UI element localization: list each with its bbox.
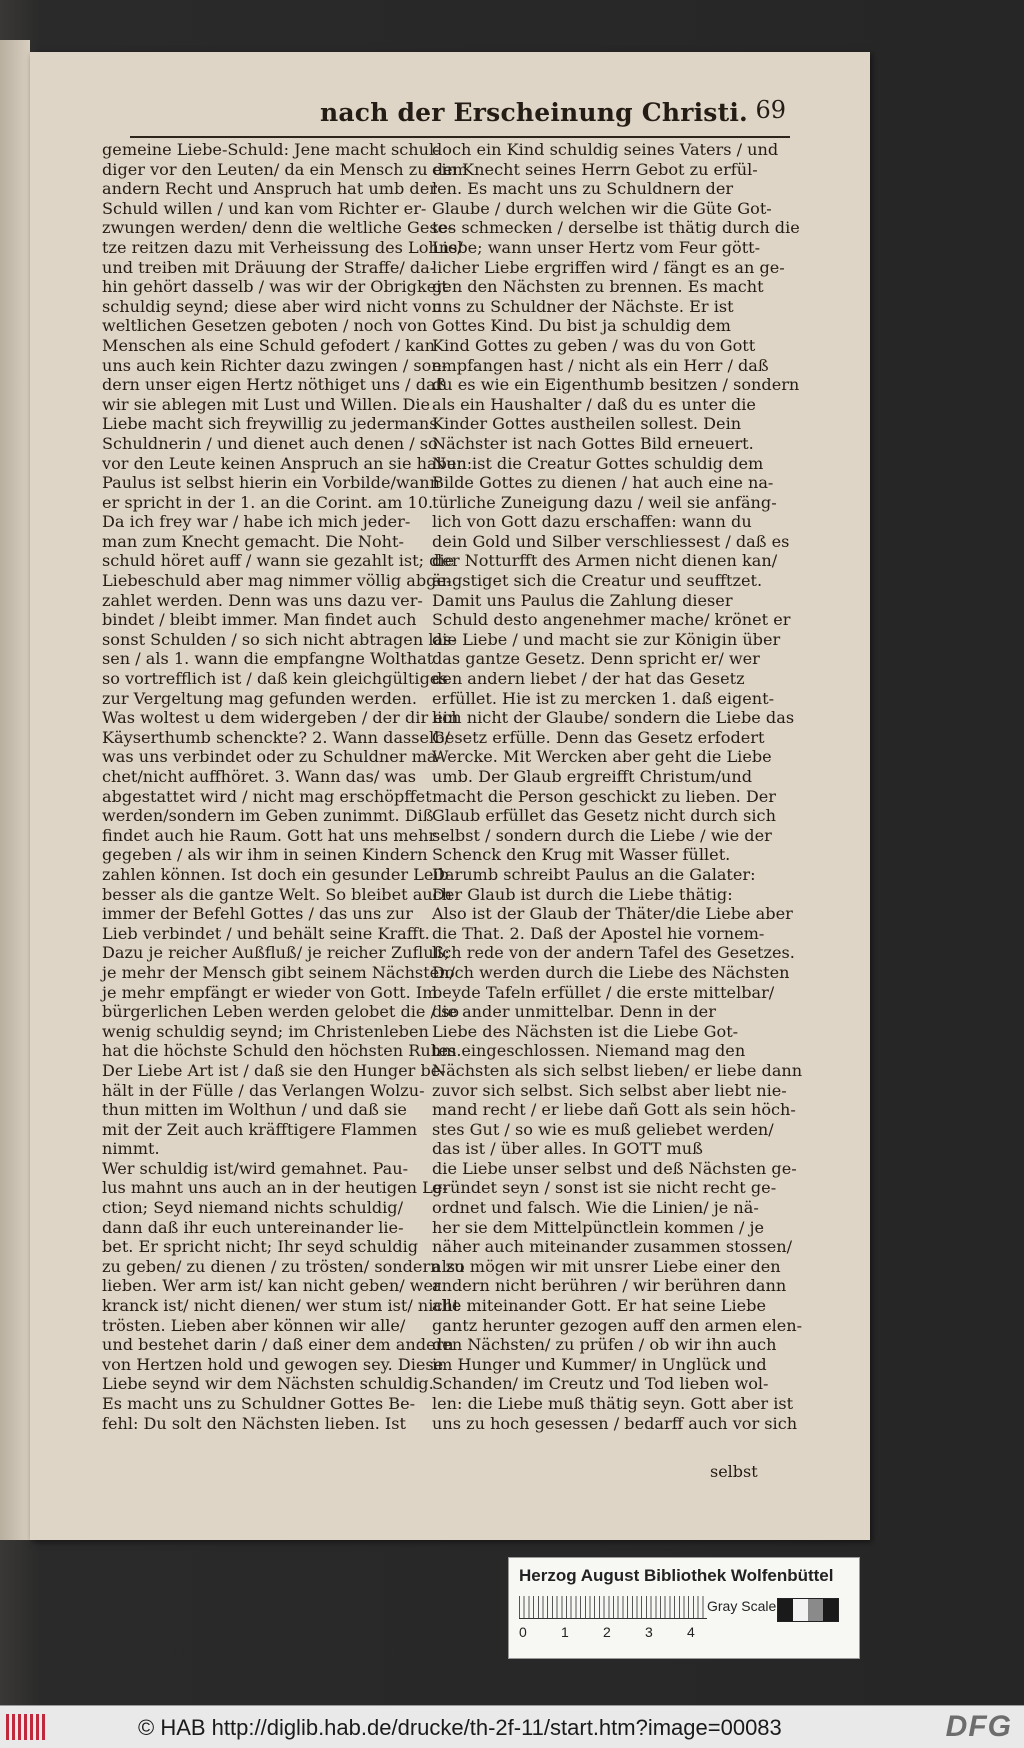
gray-scale-label: Gray Scale bbox=[707, 1598, 777, 1614]
color-calibration-card bbox=[508, 1557, 860, 1659]
text-line: das gantze Gesetz. Denn spricht er/ wer bbox=[432, 649, 760, 669]
text-line: Schuld willen / und kan vom Richter er- bbox=[102, 198, 427, 218]
text-line: zuvor sich selbst. Sich selbst aber liebt nie- bbox=[432, 1080, 787, 1100]
dfg-logo: DFG bbox=[945, 1710, 1012, 1743]
text-line: schuldig seynd; diese aber wird nicht von bbox=[102, 296, 442, 316]
text-line: Wercke. Mit Wercken aber geht die Liebe bbox=[432, 747, 772, 767]
text-line: im Hunger und Kummer/ in Unglück und bbox=[432, 1354, 767, 1374]
text-line: man zum Knecht gemacht. Die Noht- bbox=[102, 531, 404, 551]
text-line: gründet seyn / sonst ist sie nicht recht ge- bbox=[432, 1178, 777, 1198]
gray-swatch bbox=[808, 1599, 823, 1621]
text-line: Kind Gottes zu geben / was du von Gott bbox=[432, 335, 756, 355]
text-line: den Nächsten/ zu prüfen / ob wir ihn auch bbox=[432, 1335, 777, 1355]
text-line: gen den Nächsten zu brennen. Es macht bbox=[432, 277, 764, 297]
text-line: sonst Schulden / so sich nicht abtragen las- bbox=[102, 629, 457, 649]
text-line: Da ich frey war / habe ich mich jeder- bbox=[102, 512, 411, 532]
text-line: wir sie ablegen mit Lust und Willen. Die bbox=[102, 394, 431, 414]
right-text-column bbox=[432, 140, 803, 1433]
text-line: zwungen werden/ denn die weltliche Gese- bbox=[102, 218, 453, 238]
text-line: macht die Person geschickt zu lieben. Der bbox=[432, 786, 776, 806]
gray-scale-swatches bbox=[777, 1598, 839, 1622]
text-line: zahlen können. Ist doch ein gesunder Leib bbox=[102, 864, 449, 884]
text-line: den andern liebet / der hat das Gesetz bbox=[432, 669, 745, 689]
text-line: ordnet und falsch. Wie die Linien/ je nä- bbox=[432, 1198, 759, 1218]
running-title: nach der Erscheinung Christi. bbox=[320, 98, 748, 127]
text-line: umb. Der Glaub ergreifft Christum/und bbox=[432, 767, 753, 786]
text-line: gantz herunter gezogen auff den armen elen- bbox=[432, 1315, 803, 1335]
text-line: Gottes Kind. Du bist ja schuldig dem bbox=[432, 316, 731, 336]
text-line: Nächster ist nach Gottes Bild erneuert. bbox=[432, 433, 754, 453]
ruler-tick: 2 bbox=[603, 1624, 611, 1640]
text-line: zu geben/ zu dienen / zu trösten/ sondern zu bbox=[102, 1256, 465, 1276]
text-line: so vortrefflich ist / daß kein gleichgültiges bbox=[102, 669, 448, 689]
text-line: Glaube / durch welchen wir die Güte Got- bbox=[432, 198, 772, 218]
text-line: tze reitzen dazu mit Verheissung des Lohns/ bbox=[102, 237, 463, 257]
text-line: Liebeschuld aber mag nimmer völlig abge- bbox=[102, 571, 452, 591]
text-line: dein Gold und Silber verschliessest / daß es bbox=[432, 531, 790, 551]
text-line: die Liebe / und macht sie zur Königin über bbox=[432, 629, 781, 649]
text-line: Schenck den Krug mit Wasser füllet. bbox=[432, 845, 731, 865]
text-line: Doch werden durch die Liebe des Nächsten bbox=[432, 962, 790, 982]
text-line: Liebe des Nächsten ist die Liebe Got- bbox=[432, 1021, 739, 1041]
left-text-column bbox=[102, 140, 473, 1433]
text-line: Glaub erfüllet das Gesetz nicht durch sich bbox=[432, 806, 776, 826]
text-line: besser als die gantze Welt. So bleibet auch bbox=[102, 884, 453, 904]
gray-swatch bbox=[778, 1599, 793, 1621]
text-line: türliche Zuneigung dazu / weil sie anfäng- bbox=[432, 492, 777, 512]
text-line: len. Es macht uns zu Schuldnern der bbox=[432, 179, 734, 199]
ruler-tick: 1 bbox=[561, 1624, 569, 1640]
text-line: trösten. Lieben aber können wir alle/ bbox=[102, 1315, 406, 1335]
text-line: sen / als 1. wann die empfangne Wolthat bbox=[102, 649, 434, 669]
text-line: Nun ist die Creatur Gottes schuldig dem bbox=[432, 453, 764, 473]
text-line: mand recht / er liebe dañ Gott als sein höch- bbox=[432, 1100, 796, 1120]
text-line: selbst / sondern durch die Liebe / wie der bbox=[432, 825, 772, 845]
text-line: Kinder Gottes austheilen sollest. Dein bbox=[432, 414, 742, 434]
text-line: Der Liebe Art ist / daß sie den Hunger be- bbox=[102, 1060, 446, 1080]
text-line: schuld höret auff / wann sie gezahlt ist; die bbox=[102, 551, 455, 571]
text-line: Schuld desto angenehmer mache/ krönet er bbox=[432, 610, 791, 630]
text-line: beyde Tafeln erfüllet / die erste mittelbar/ bbox=[432, 982, 775, 1002]
text-line: tes eingeschlossen. Niemand mag den bbox=[432, 1041, 746, 1061]
text-line: uns zu Schuldner der Nächste. Er ist bbox=[432, 296, 734, 316]
text-line: Was woltest u dem widergeben / der dir ein bbox=[102, 708, 459, 728]
text-line: mit der Zeit auch kräfftigere Flammen bbox=[102, 1119, 418, 1139]
text-line: hat die höchste Schuld den höchsten Ruhm. bbox=[102, 1041, 462, 1061]
text-line: bindet / bleibt immer. Man findet auch bbox=[102, 610, 417, 630]
text-line: lich rede von der andern Tafel des Gesetzes. bbox=[432, 943, 795, 963]
text-line: Der Glaub ist durch die Liebe thätig: bbox=[432, 884, 733, 904]
text-line: Paulus ist selbst hierin ein Vorbilde/wann bbox=[102, 473, 440, 493]
text-line: werden/sondern im Geben zunimmt. Diß bbox=[102, 806, 434, 826]
text-line: Dazu je reicher Außfluß/ je reicher Zufluß; bbox=[102, 943, 450, 963]
text-line: alle miteinander Gott. Er hat seine Liebe bbox=[432, 1296, 766, 1316]
text-line: lieben. Wer arm ist/ kan nicht geben/ wer bbox=[102, 1276, 441, 1296]
text-line: kranck ist/ nicht dienen/ wer stum ist/ nicht bbox=[102, 1296, 460, 1316]
text-line: uns zu hoch gesessen / bedarff auch vor sich bbox=[432, 1413, 798, 1433]
ruler-tick: 3 bbox=[645, 1624, 653, 1640]
text-line: weltlichen Gesetzen geboten / noch von bbox=[102, 316, 428, 336]
text-line: und bestehet darin / daß einer dem andern bbox=[102, 1335, 454, 1355]
text-line: stes Gut / so wie es muß geliebet werden/ bbox=[432, 1119, 774, 1139]
text-line: abgestattet wird / nicht mag erschöpffet bbox=[102, 786, 432, 806]
text-line: dann daß ihr euch untereinander lie- bbox=[102, 1217, 404, 1237]
text-line: andern nicht berühren / wir berühren dann bbox=[432, 1276, 787, 1296]
text-line: Also ist der Glaub der Thäter/die Liebe aber bbox=[432, 904, 793, 924]
scale-ruler bbox=[519, 1596, 707, 1619]
text-line: bürgerlichen Leben werden gelobet die / so bbox=[102, 1002, 460, 1022]
text-line: chet/nicht auffhöret. 3. Wann das/ was bbox=[102, 767, 417, 786]
text-line: näher auch miteinander zusammen stossen/ bbox=[432, 1237, 793, 1257]
text-line: lich nicht der Glaube/ sondern die Liebe das bbox=[432, 708, 795, 728]
text-line: doch ein Kind schuldig seines Vaters / und bbox=[432, 140, 779, 159]
text-line: vor den Leute keinen Anspruch an sie haben: bbox=[102, 453, 473, 473]
text-line: andern Recht und Anspruch hat umb der bbox=[102, 179, 437, 199]
text-line: der Notturfft des Armen nicht dienen kan/ bbox=[432, 551, 778, 571]
text-line: du es wie ein Eigenthumb besitzen / sondern bbox=[432, 375, 800, 395]
text-line: gemeine Liebe-Schuld: Jene macht schul- bbox=[102, 140, 440, 159]
text-line: Käyserthumb schenckte? 2. Wann dasselb/ bbox=[102, 727, 450, 747]
text-line: die ander unmittelbar. Denn in der bbox=[432, 1002, 716, 1022]
text-line: Schuldnerin / und dienet auch denen / so bbox=[102, 433, 438, 453]
text-line: je mehr der Mensch gibt seinem Nächsten/ bbox=[102, 962, 455, 982]
page-header bbox=[130, 96, 790, 138]
text-line: hin gehört dasselb / was wir der Obrigkeit bbox=[102, 277, 448, 297]
text-line: je mehr empfängt er wieder von Gott. Im bbox=[102, 982, 438, 1002]
text-line: Menschen als eine Schuld gefodert / kan bbox=[102, 335, 435, 355]
book-page bbox=[30, 52, 870, 1540]
ruler-tick: 4 bbox=[687, 1624, 695, 1640]
text-line: Damit uns Paulus die Zahlung dieser bbox=[432, 590, 733, 610]
text-line: Gesetz erfülle. Denn das Gesetz erfodert bbox=[432, 727, 765, 747]
text-line: die Liebe unser selbst und deß Nächsten ge- bbox=[432, 1158, 797, 1178]
text-line: bet. Er spricht nicht; Ihr seyd schuldig bbox=[102, 1237, 419, 1257]
text-line: die That. 2. Daß der Apostel hie vornem- bbox=[432, 923, 765, 943]
text-line: also mögen wir mit unsrer Liebe einer den bbox=[432, 1256, 781, 1276]
text-line: Schanden/ im Creutz und Tod lieben wol- bbox=[432, 1374, 769, 1394]
text-line: wenig schuldig seynd; im Christenleben bbox=[102, 1021, 429, 1041]
text-line: fehl: Du solt den Nächsten lieben. Ist bbox=[102, 1413, 407, 1433]
text-line: lus mahnt uns auch an in der heutigen Le- bbox=[102, 1178, 448, 1198]
gray-swatch bbox=[793, 1599, 808, 1621]
previous-page-edge bbox=[0, 40, 30, 1540]
text-line: gegeben / als wir ihm in seinen Kindern bbox=[102, 845, 428, 865]
text-line: dern unser eigen Hertz nöthiget uns / daß bbox=[102, 375, 447, 395]
text-line: empfangen hast / nicht als ein Herr / daß bbox=[432, 355, 769, 375]
text-line: was uns verbindet oder zu Schuldner ma- bbox=[102, 747, 442, 767]
text-line: thun mitten im Wolthun / und daß sie bbox=[102, 1100, 407, 1120]
text-line: hält in der Fülle / das Verlangen Wolzu- bbox=[102, 1080, 425, 1100]
text-line: Liebe seynd wir dem Nächsten schuldig. bbox=[102, 1374, 434, 1394]
text-line: diger vor den Leuten/ da ein Mensch zu dem bbox=[102, 159, 468, 179]
text-line: licher Liebe ergriffen wird / fängt es an ge- bbox=[432, 257, 785, 277]
text-line: findet auch hie Raum. Gott hat uns mehr bbox=[102, 825, 437, 845]
footer-bar bbox=[0, 1705, 1024, 1748]
page-number: 69 bbox=[755, 96, 786, 124]
text-line: und treiben mit Dräuung der Straffe/ da- bbox=[102, 257, 436, 277]
text-line: als ein Haushalter / daß du es unter die bbox=[432, 394, 756, 414]
text-line: her sie dem Mittelpünctlein kommen / je bbox=[432, 1217, 765, 1237]
text-line: er spricht in der 1. an die Corint. am 10. bbox=[102, 492, 434, 512]
text-line: len: die Liebe muß thätig seyn. Gott aber ist bbox=[432, 1394, 794, 1413]
text-line: Darumb schreibt Paulus an die Galater: bbox=[432, 864, 756, 884]
text-line: ein Knecht seines Herrn Gebot zu erfül- bbox=[432, 159, 758, 179]
text-line: das ist / über alles. In GOTT muß bbox=[432, 1139, 703, 1159]
catchword: selbst bbox=[710, 1462, 758, 1481]
text-line: Nächsten als sich selbst lieben/ er liebe dann bbox=[432, 1060, 803, 1080]
institution-name: Herzog August Bibliothek Wolfenbüttel bbox=[519, 1566, 834, 1585]
text-line: ction; Seyd niemand nichts schuldig/ bbox=[102, 1198, 404, 1218]
gray-swatch bbox=[823, 1599, 838, 1621]
text-line: Liebe; wann unser Hertz vom Feur gött- bbox=[432, 237, 761, 257]
text-line: nimmt. bbox=[102, 1139, 160, 1159]
text-line: Wer schuldig ist/wird gemahnet. Pau- bbox=[102, 1158, 409, 1178]
text-line: Liebe macht sich freywillig zu jedermans bbox=[102, 414, 438, 434]
text-line: Lieb verbindet / und behält seine Krafft. bbox=[102, 923, 430, 943]
text-line: Bilde Gottes zu dienen / hat auch eine na- bbox=[432, 473, 774, 493]
text-line: uns auch kein Richter dazu zwingen / son- bbox=[102, 355, 448, 375]
text-line: tes schmecken / derselbe ist thätig durch die bbox=[432, 218, 800, 238]
text-line: Es macht uns zu Schuldner Gottes Be- bbox=[102, 1394, 416, 1413]
ruler-tick: 0 bbox=[519, 1624, 527, 1640]
text-line: zahlet werden. Denn was uns dazu ver- bbox=[102, 590, 423, 610]
hab-barcode-logo-icon bbox=[6, 1714, 46, 1740]
text-line: ängstiget sich die Creatur und seufftzet. bbox=[432, 571, 763, 591]
citation-url[interactable]: © HAB http://diglib.hab.de/drucke/th-2f-11/start.htm?image=00083 bbox=[138, 1715, 782, 1740]
text-line: lich von Gott dazu erschaffen: wann du bbox=[432, 512, 752, 532]
text-line: immer der Befehl Gottes / das uns zur bbox=[102, 904, 413, 924]
text-line: erfüllet. Hie ist zu mercken 1. daß eigent- bbox=[432, 688, 775, 708]
text-line: von Hertzen hold und gewogen sey. Diese bbox=[102, 1354, 444, 1374]
text-line: zur Vergeltung mag gefunden werden. bbox=[102, 688, 417, 708]
